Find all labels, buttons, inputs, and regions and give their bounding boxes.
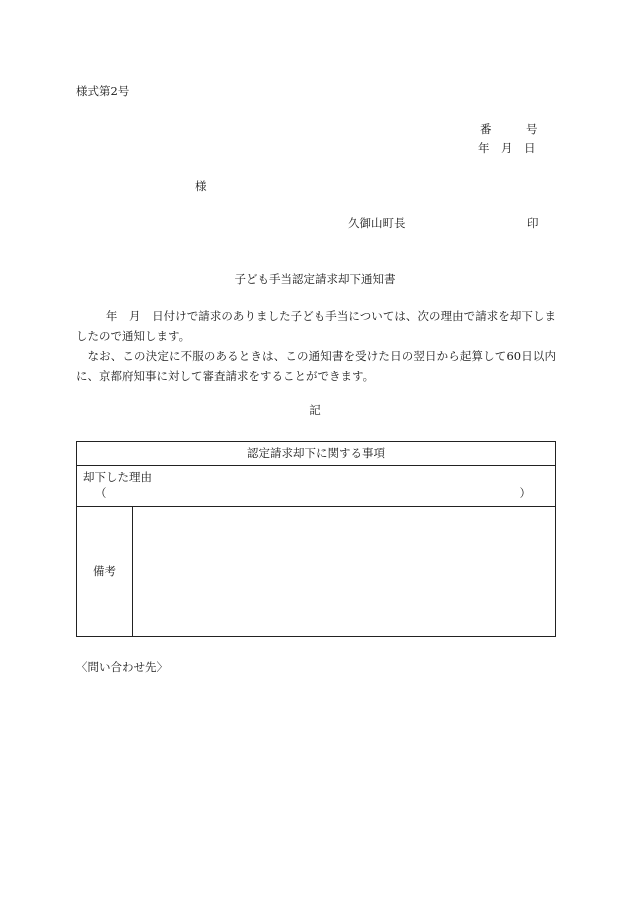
reason-row xyxy=(77,465,555,507)
remarks-label: 備考 xyxy=(93,564,116,578)
reason-label: 却下した理由 xyxy=(83,470,152,484)
form-number: 様式第2号 xyxy=(76,84,130,98)
addressee-honorific: 様 xyxy=(195,179,207,193)
document-title: 子ども手当認定請求却下通知書 xyxy=(234,272,396,286)
remarks-label-cell xyxy=(77,506,133,636)
body-paragraph-1: 年 月 日付けで請求のありました子ども手当については、次の理由で請求を却下しましたので通知します。 xyxy=(76,309,556,343)
seal-mark: 印 xyxy=(527,216,539,230)
issuer-name: 久御山町長 xyxy=(348,216,406,230)
reference-number: 番 号 xyxy=(480,122,538,136)
inquiry-contact-label: 〈問い合わせ先〉 xyxy=(76,660,168,674)
issue-date: 年 月 日 xyxy=(478,141,536,155)
reason-open-paren: （ xyxy=(95,486,107,500)
rejection-details-table xyxy=(76,441,556,637)
ki-heading: 記 xyxy=(309,403,321,417)
remarks-row xyxy=(77,506,555,636)
table-header: 認定請求却下に関する事項 xyxy=(77,442,555,466)
reason-close-paren: ） xyxy=(519,486,531,500)
body-paragraph-2: なお、この決定に不服のあるときは、この通知書を受けた日の翌日から起算して60日以内に、京都府知事に対して審査請求をすることができます。 xyxy=(76,349,556,383)
